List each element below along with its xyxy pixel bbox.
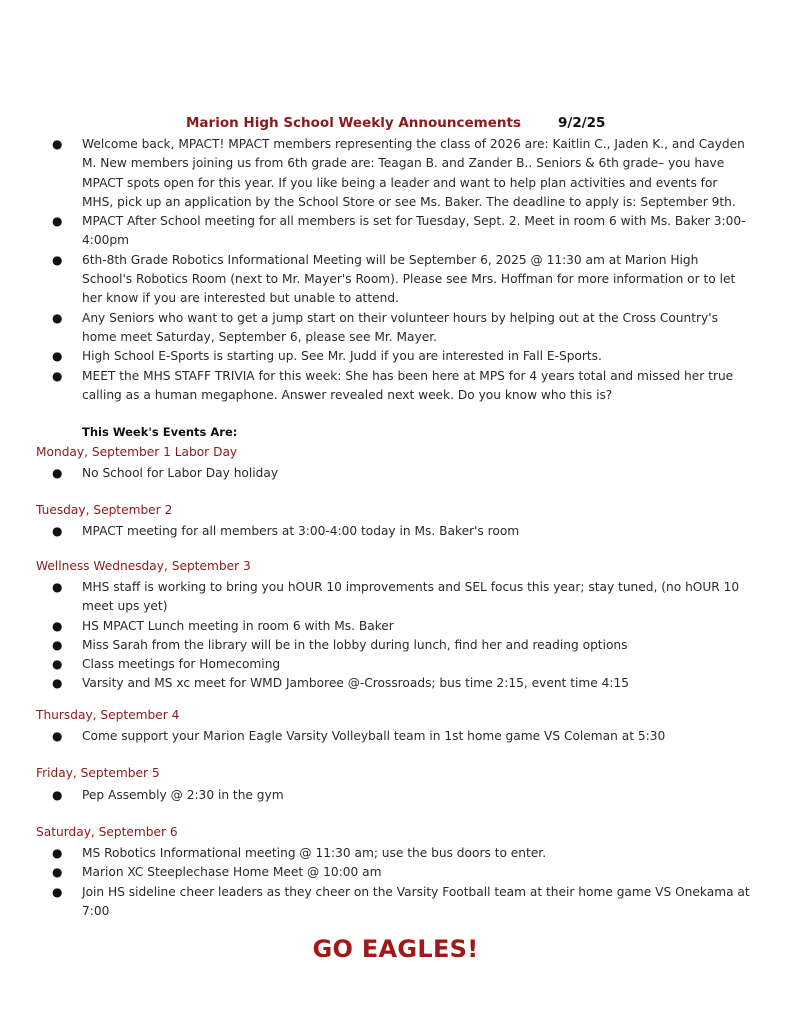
event-text: Varsity and MS xc meet for WMD Jamboree @-Crossroads; bus time 2:15, event time 4:15 — [82, 676, 629, 691]
day-heading-friday: Friday, September 5 — [36, 766, 160, 780]
bullet-icon: ● — [52, 865, 63, 880]
announcement-item — [0, 309, 791, 348]
header — [0, 115, 791, 135]
event-item — [0, 655, 791, 674]
day-heading-saturday: Saturday, September 6 — [36, 825, 178, 839]
event-text: MS Robotics Informational meeting @ 11:30 am; use the bus doors to enter. — [82, 846, 547, 860]
event-item — [0, 883, 791, 922]
day-list-thursday — [0, 727, 791, 746]
bullet-icon: ● — [52, 729, 63, 743]
bullet-icon: ● — [52, 466, 63, 480]
day-list-tuesday — [0, 522, 791, 541]
bullet-icon: ● — [52, 788, 63, 802]
announcement-item — [0, 347, 791, 366]
day-list-saturday — [0, 844, 791, 921]
event-item — [0, 617, 791, 636]
page-title: Marion High School Weekly Announcements — [186, 115, 522, 131]
event-text: Join HS sideline cheer leaders as they cheer on the Varsity Football team at their home game VS Onekama at 7:00 — [82, 884, 750, 918]
day-heading-tuesday: Tuesday, September 2 — [36, 503, 173, 517]
event-item — [0, 674, 791, 693]
bullet-icon: ● — [52, 846, 63, 860]
announcement-list — [0, 135, 791, 405]
event-text: Pep Assembly @ 2:30 in the gym — [82, 788, 284, 802]
bullet-icon: ● — [52, 884, 63, 899]
announcement-text: MEET the MHS STAFF TRIVIA for this week: She has been here at MPS for 4 years total and missed her true calling as a human megaphone. Answer revealed next week. Do you know who this is? — [82, 368, 734, 402]
day-heading-thursday: Thursday, September 4 — [36, 708, 180, 722]
page-date: 9/2/25 — [558, 115, 606, 131]
day-list-monday — [0, 464, 791, 483]
bullet-icon: ● — [52, 214, 63, 229]
event-item — [0, 636, 791, 655]
bullet-icon: ● — [52, 657, 63, 672]
event-item — [0, 464, 791, 483]
event-text: Miss Sarah from the library will be in the lobby during lunch, find her and reading options — [82, 637, 628, 652]
announcement-item — [0, 212, 791, 251]
bullet-icon: ● — [52, 368, 63, 383]
event-item — [0, 727, 791, 746]
announcement-item — [0, 251, 791, 309]
announcement-text: Welcome back, MPACT! MPACT members representing the class of 2026 are: Kaitlin C., Jaden K., and Cayden M. New members joining us from 6th grade are: Teagan B. and Zander B.. Seniors & 6th grade– you have MPACT spots open for this year. If you like being a leader and want to help plan activities and events for MHS, pick up an application by the School Store or see Ms. Baker. The deadline to apply is: September 9th. — [82, 137, 745, 209]
bullet-icon: ● — [52, 137, 63, 151]
events-heading: This Week's Events Are: — [82, 425, 238, 439]
bullet-icon: ● — [52, 310, 63, 325]
event-text: Class meetings for Homecoming — [82, 657, 281, 672]
day-list-wednesday — [0, 578, 791, 694]
announcement-text: MPACT After School meeting for all members is set for Tuesday, Sept. 2. Meet in room 6 with Ms. Baker 3:00-4:00pm — [82, 214, 746, 248]
event-text: Marion XC Steeplechase Home Meet @ 10:00 am — [82, 865, 382, 880]
day-list-friday — [0, 786, 791, 805]
bullet-icon: ● — [52, 618, 63, 633]
footer-slogan: GO EAGLES! — [312, 935, 479, 963]
day-heading-wednesday: Wellness Wednesday, September 3 — [36, 559, 251, 573]
event-text: MHS staff is working to bring you hOUR 10 improvements and SEL focus this year; stay tuned, (no hOUR 10 meet ups yet) — [82, 580, 740, 614]
event-item — [0, 578, 791, 617]
announcement-text: Any Seniors who want to get a jump start on their volunteer hours by helping out at the Cross Country's home meet Saturday, September 6, please see Mr. Mayer. — [82, 310, 718, 344]
day-heading-monday: Monday, September 1 Labor Day — [36, 445, 238, 459]
bullet-icon: ● — [52, 637, 63, 652]
announcement-item — [0, 367, 791, 406]
bullet-icon: ● — [52, 349, 63, 364]
event-text: HS MPACT Lunch meeting in room 6 with Ms. Baker — [82, 618, 394, 633]
bullet-icon: ● — [52, 252, 63, 267]
event-item — [0, 522, 791, 541]
event-item — [0, 844, 791, 863]
event-text: No School for Labor Day holiday — [82, 466, 279, 480]
announcement-item — [0, 135, 791, 212]
event-text: MPACT meeting for all members at 3:00-4:00 today in Ms. Baker's room — [82, 524, 520, 538]
bullet-icon: ● — [52, 580, 63, 594]
announcement-text: 6th-8th Grade Robotics Informational Meeting will be September 6, 2025 @ 11:30 am at Marion High School's Robotics Room (next to Mr. Mayer's Room). Please see Mrs. Hoffman for more information or to let her know if you are interested but unable to attend. — [82, 252, 736, 306]
event-item — [0, 786, 791, 805]
announcement-text: High School E-Sports is starting up. See Mr. Judd if you are interested in Fall E-Sports. — [82, 349, 602, 364]
bullet-icon: ● — [52, 676, 63, 691]
event-text: Come support your Marion Eagle Varsity Volleyball team in 1st home game VS Coleman at 5:30 — [82, 729, 666, 743]
event-item — [0, 863, 791, 882]
bullet-icon: ● — [52, 524, 63, 538]
